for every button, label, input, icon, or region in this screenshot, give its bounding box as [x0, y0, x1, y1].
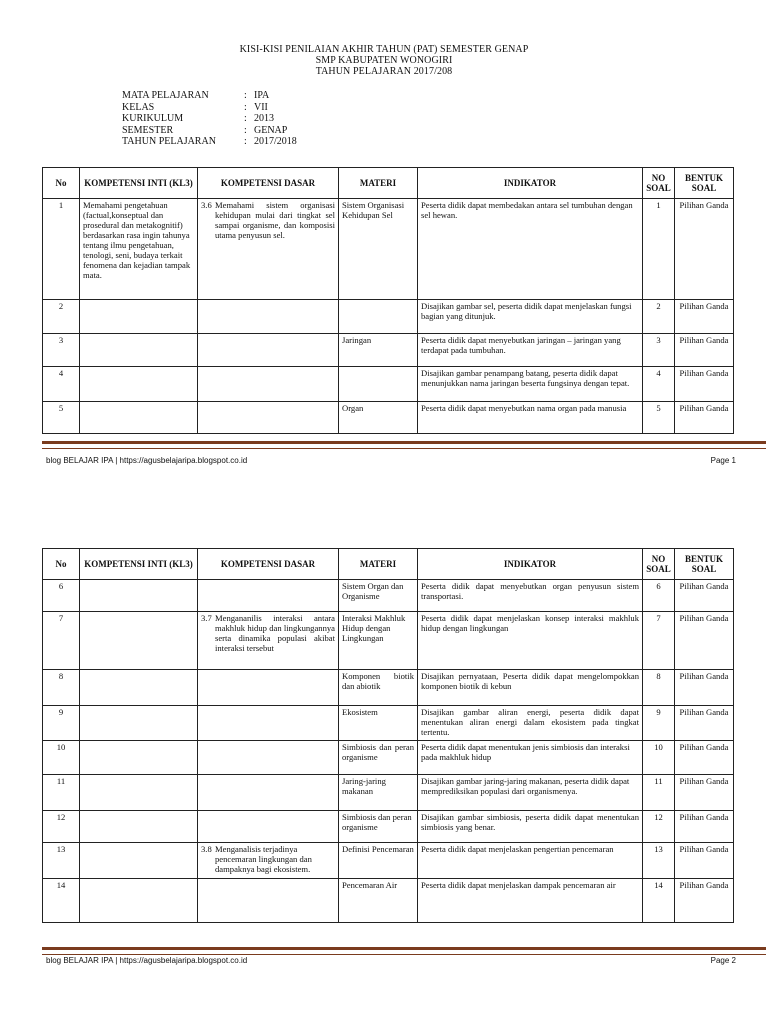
table-row: 1 Memahami pengetahuan (factual,konseptual dan prosedural dan metakognitif) berdasarkan rasa ingin tahunya tentang ilmu pengetahuan, tenologi, seni, budaya terkait fenomena dan kejadian tampak mata. 3.6 Memahami sistem organisasi kehidupan mulai dari tingkat sel sampai organisme, dan komposisi utama penyusun sel. Sistem Organisasi Kehidupan Sel Peserta didik dapat membedakan antara sel tumbuhan dengan sel hewan. 1 Pilihan Ganda	[43, 199, 734, 300]
table-row: 3 Jaringan Peserta didik dapat menyebutkan jaringan – jaringan yang terdapat pada tumbuhan. 3 Pilihan Ganda	[43, 334, 734, 367]
table-row: 5 Organ Peserta didik dapat menyebutkan nama organ pada manusia 5 Pilihan Ganda	[43, 402, 734, 434]
footer-blog: blog BELAJAR IPA | https://agusbelajaripa.blogspot.co.id	[46, 456, 248, 465]
table-row: 13 3.8 Menganalisis terjadinya pencemaran lingkungan dan dampaknya bagi ekosistem. Definisi Pencemaran Peserta didik dapat menjelaskan pengertian pencemaran 13 Pilihan Ganda	[43, 843, 734, 879]
title-line: KISI-KISI PENILAIAN AKHIR TAHUN (PAT) SEMESTER GENAP	[239, 44, 529, 55]
info-row: SEMESTER : GENAP	[122, 124, 288, 136]
header-no-soal: NO SOAL	[643, 549, 675, 580]
table-row: 6 Sistem Organ dan Organisme Peserta didik dapat menyebutkan organ penyusun sistem transportasi. 6 Pilihan Ganda	[43, 580, 734, 612]
header-indikator: INDIKATOR	[418, 549, 643, 580]
header-materi: MATERI	[339, 168, 418, 199]
info-block	[122, 90, 297, 148]
document-title	[0, 44, 768, 77]
footer-rule	[42, 441, 766, 449]
header-kd: KOMPETENSI DASAR	[198, 549, 339, 580]
header-kd: KOMPETENSI DASAR	[198, 168, 339, 199]
footer-page-number: Page 2	[710, 956, 736, 965]
page-1	[0, 0, 768, 482]
footer	[46, 956, 736, 965]
header-bentuk-soal: BENTUK SOAL	[675, 168, 734, 199]
kisi-table-page-1	[42, 167, 734, 434]
header-ki: KOMPETENSI INTI (KL3)	[80, 168, 198, 199]
header-no-soal: NO SOAL	[643, 168, 675, 199]
title-line: SMP KABUPATEN WONOGIRI	[315, 55, 453, 66]
table-row: 14 Pencemaran Air Peserta didik dapat menjelaskan dampak pencemaran air 14 Pilihan Ganda	[43, 879, 734, 923]
table-row: 12 Simbiosis dan peran organisme Disajikan gambar simbiosis, peserta didik dapat menentukan simbiosis yang benar. 12 Pilihan Ganda	[43, 811, 734, 843]
footer	[46, 456, 736, 465]
kisi-table-page-2	[42, 548, 734, 923]
table-row: 8 Komponen biotik dan abiotik Disajikan pernyataan, Peserta didik dapat mengelompokkan komponen biotik di kebun 8 Pilihan Ganda	[43, 670, 734, 706]
footer-rule	[42, 947, 766, 955]
table-header-row	[43, 168, 734, 199]
table-row: 2 Disajikan gambar sel, peserta didik dapat menjelaskan fungsi bagian yang ditunjuk. 2 Pilihan Ganda	[43, 300, 734, 334]
table-row: 4 Disajikan gambar penampang batang, peserta didik dapat menunjukkan nama jaringan beserta fungsinya dengan tepat. 4 Pilihan Ganda	[43, 367, 734, 402]
header-no: No	[43, 549, 80, 580]
header-materi: MATERI	[339, 549, 418, 580]
page-2	[0, 510, 768, 1024]
table-row: 9 Ekosistem Disajikan gambar aliran energi, peserta didik dapat menentukan aliran energi dalam ekosistem pada tingkat tertentu. 9 Pilihan Ganda	[43, 706, 734, 741]
footer-blog: blog BELAJAR IPA | https://agusbelajaripa.blogspot.co.id	[46, 956, 248, 965]
info-row: KURIKULUM : 2013	[122, 113, 274, 125]
table-row: 7 3.7 Mengananilis interaksi antara makhluk hidup dan lingkungannya serta dinamika populasi akibat interaksi tersebut Interaksi Makhluk Hidup dengan Lingkungan Peserta didik dapat menjelaskan konsep interaksi makhluk hidup dengan lingkungan 7 Pilihan Ganda	[43, 612, 734, 670]
header-no: No	[43, 168, 80, 199]
header-ki: KOMPETENSI INTI (KL3)	[80, 549, 198, 580]
table-header-row	[43, 549, 734, 580]
table-row: 10 Simbiosis dan peran organisme Peserta didik dapat menentukan jenis simbiosis dan interaksi pada makhluk hidup 10 Pilihan Ganda	[43, 741, 734, 775]
table-row: 11 Jaring-jaring makanan Disajikan gambar jaring-jaring makanan, peserta didik dapat memprediksikan populasi dari organismenya. 11 Pilihan Ganda	[43, 775, 734, 811]
info-row: TAHUN PELAJARAN : 2017/2018	[122, 136, 297, 148]
info-row: MATA PELAJARAN : IPA	[122, 90, 270, 101]
header-bentuk-soal: BENTUK SOAL	[675, 549, 734, 580]
footer-page-number: Page 1	[710, 456, 736, 465]
info-row: KELAS : VII	[122, 101, 268, 113]
header-indikator: INDIKATOR	[418, 168, 643, 199]
page-gap	[0, 482, 768, 510]
title-line: TAHUN PELAJARAN 2017/208	[315, 66, 453, 77]
